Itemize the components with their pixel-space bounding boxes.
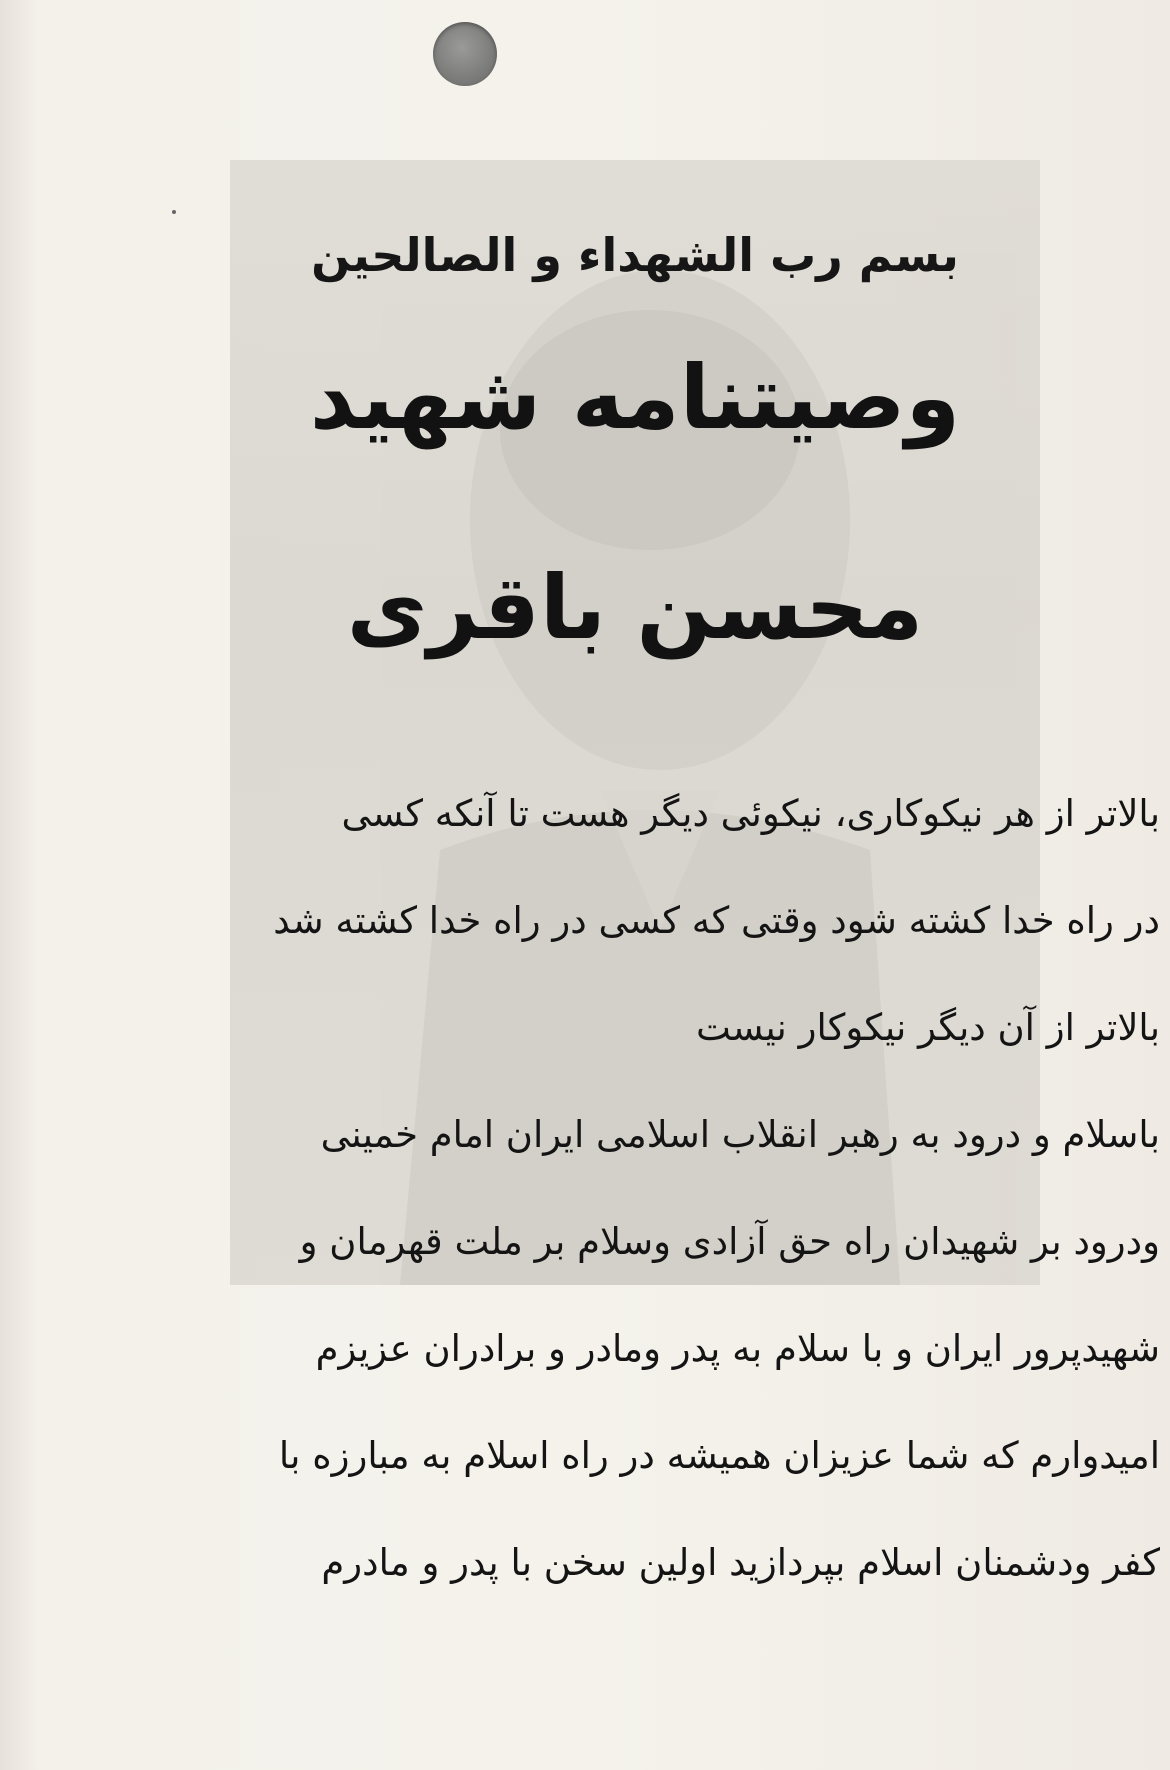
martyr-name: محسن باقری — [346, 556, 924, 659]
scan-speck — [172, 210, 176, 214]
document-title: وصیتنامه شهید — [309, 346, 961, 449]
body-line: باسلام و درود به رهبر انقلاب اسلامی ایران امام خمینی — [320, 1113, 1160, 1156]
body-line: امیدوارم که شما عزیزان همیشه در راه اسلام به مبارزه با — [278, 1434, 1160, 1477]
document-body — [150, 760, 1160, 1616]
body-line: شهیدپرور ایران و با سلام به پدر ومادر و برادران عزیزم — [315, 1327, 1160, 1370]
body-line: کفر ودشمنان اسلام بپردازید اولین سخن با پدر و مادرم — [321, 1541, 1160, 1584]
invocation-heading: بسم رب الشهداء و الصالحین — [311, 228, 959, 282]
body-line: ودرود بر شهیدان راه حق آزادی وسلام بر ملت قهرمان و — [299, 1220, 1160, 1263]
body-line: بالاتر از هر نیکوکاری، نیکوئی دیگر هست تا آنکه کسی — [341, 792, 1160, 835]
punch-hole — [433, 22, 497, 86]
body-line: در راه خدا کشته شود وقتی که کسی در راه خدا کشته شد — [273, 899, 1160, 942]
body-line: بالاتر از آن دیگر نیکوکار نیست — [696, 1006, 1160, 1049]
